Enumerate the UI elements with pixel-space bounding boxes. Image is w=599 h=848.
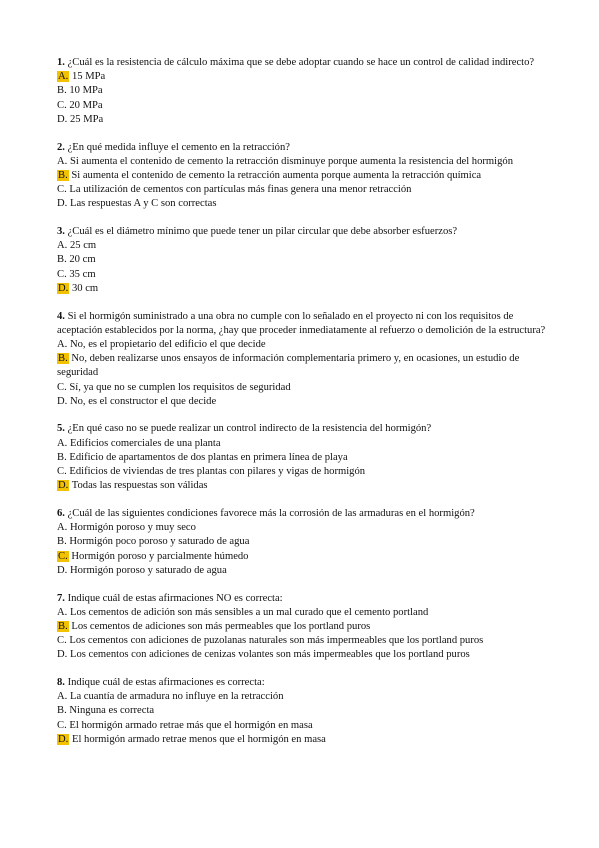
answer-option bbox=[57, 564, 557, 578]
question-statement: Indique cuál de estas afirmaciones es correcta: bbox=[67, 677, 265, 689]
option-letter: B. bbox=[57, 536, 67, 548]
question-number: 4. bbox=[57, 310, 65, 322]
option-text: Hormigón poroso y parcialmente húmedo bbox=[71, 550, 249, 562]
question-6 bbox=[57, 507, 557, 578]
question-statement: ¿En qué medida influye el cemento en la retracción? bbox=[67, 141, 290, 153]
option-text: Las respuestas A y C son correctas bbox=[69, 198, 217, 210]
option-text: Si aumenta el contenido de cemento la retracción disminuye porque aumenta la resistencia del hormigón bbox=[69, 155, 513, 167]
question-statement: ¿En qué caso no se puede realizar un control indirecto de la resistencia del hormigón? bbox=[67, 423, 432, 435]
option-letter: C. bbox=[57, 635, 67, 647]
question-3 bbox=[57, 225, 557, 296]
question-text bbox=[57, 507, 557, 521]
option-letter: B. bbox=[57, 85, 67, 97]
option-letter: A. bbox=[57, 522, 68, 534]
answer-option bbox=[57, 465, 557, 479]
question-number: 1. bbox=[57, 57, 65, 68]
option-text: Edificios comerciales de una planta bbox=[69, 437, 221, 449]
answer-option bbox=[57, 704, 557, 718]
question-number: 2. bbox=[57, 141, 65, 153]
option-text: Los cementos de adición son más sensibles a un mal curado que el cemento portland bbox=[69, 606, 429, 618]
highlighted-option-letter: B. bbox=[58, 620, 68, 632]
question-statement: ¿Cuál es el diámetro mínimo que puede tener un pilar circular que debe absorber esfuerzos? bbox=[67, 226, 458, 238]
answer-option bbox=[57, 381, 557, 395]
highlighted-option-letter: D. bbox=[58, 480, 69, 492]
question-statement: ¿Cuál es la resistencia de cálculo máxima que se debe adoptar cuando se hace un control de calidad indirecto? bbox=[67, 57, 535, 68]
question-text bbox=[57, 225, 557, 239]
option-letter: B. bbox=[57, 451, 67, 463]
highlighted-option-letter: B. bbox=[58, 353, 68, 365]
question-text bbox=[57, 141, 557, 155]
question-number: 7. bbox=[57, 592, 65, 604]
answer-option bbox=[57, 733, 557, 747]
question-number: 6. bbox=[57, 507, 65, 519]
answer-option bbox=[57, 451, 557, 465]
option-letter: D. bbox=[57, 649, 68, 661]
option-letter: D. bbox=[57, 564, 68, 576]
option-text: Hormigón poco poroso y saturado de agua bbox=[69, 536, 250, 548]
option-text: 15 MPa bbox=[71, 71, 106, 83]
option-letter: A. bbox=[57, 240, 68, 252]
option-text: 25 cm bbox=[69, 240, 97, 252]
option-text: 25 MPa bbox=[69, 113, 104, 125]
option-letter: A. bbox=[57, 691, 68, 703]
option-letter: C. bbox=[57, 184, 67, 196]
option-letter: B. bbox=[57, 254, 67, 266]
answer-option bbox=[57, 606, 557, 620]
option-text: 20 MPa bbox=[69, 99, 103, 111]
answer-option bbox=[57, 113, 557, 127]
question-text bbox=[57, 676, 557, 690]
highlighted-option-letter: D. bbox=[58, 282, 69, 294]
answer-option bbox=[57, 395, 557, 409]
option-letter: A. bbox=[57, 155, 68, 167]
question-text bbox=[57, 422, 557, 436]
option-letter: C. bbox=[57, 719, 67, 731]
question-text bbox=[57, 56, 557, 70]
answer-option bbox=[57, 719, 557, 733]
option-letter: A. bbox=[57, 338, 68, 350]
option-letter: C. bbox=[57, 466, 67, 478]
answer-option bbox=[57, 550, 557, 564]
option-text: 35 cm bbox=[69, 268, 96, 280]
question-number: 8. bbox=[57, 677, 65, 689]
answer-option bbox=[57, 352, 557, 380]
answer-option bbox=[57, 70, 557, 84]
option-text: Edificios de viviendas de tres plantas con pilares y vigas de hormigón bbox=[69, 466, 366, 478]
option-letter: D. bbox=[57, 113, 68, 125]
option-letter: C. bbox=[57, 268, 67, 280]
option-text: Los cementos con adiciones de cenizas volantes son más impermeables que los portland puros bbox=[69, 649, 470, 661]
answer-option bbox=[57, 99, 557, 113]
option-letter: A. bbox=[57, 437, 68, 449]
question-2 bbox=[57, 141, 557, 212]
answer-option bbox=[57, 239, 557, 253]
question-text bbox=[57, 310, 557, 338]
option-text: No, es el propietario del edificio el que decide bbox=[69, 338, 266, 350]
question-1 bbox=[57, 56, 557, 127]
answer-option bbox=[57, 648, 557, 662]
answer-option bbox=[57, 253, 557, 267]
option-letter: B. bbox=[57, 705, 67, 717]
answer-option bbox=[57, 183, 557, 197]
highlighted-option-letter: B. bbox=[58, 169, 68, 181]
answer-option bbox=[57, 437, 557, 451]
answer-option bbox=[57, 197, 557, 211]
answer-option bbox=[57, 282, 557, 296]
answer-option bbox=[57, 690, 557, 704]
question-statement: Si el hormigón suministrado a una obra no cumple con lo señalado en el proyecto ni con los requisitos de aceptación establecidos por la norma, ¿hay que proceder inmediatamente al refuerzo o demolición de la estructura? bbox=[57, 310, 546, 336]
question-number: 3. bbox=[57, 226, 65, 238]
option-text: 20 cm bbox=[69, 254, 96, 266]
answer-option bbox=[57, 155, 557, 169]
option-text: Ninguna es correcta bbox=[69, 705, 155, 717]
option-text: Si aumenta el contenido de cemento la retracción aumenta porque aumenta la retracción química bbox=[71, 169, 482, 181]
option-letter: C. bbox=[57, 381, 67, 393]
answer-option bbox=[57, 535, 557, 549]
option-text: El hormigón armado retrae menos que el hormigón en masa bbox=[71, 733, 326, 745]
exam-page bbox=[57, 56, 557, 761]
option-letter: D. bbox=[57, 198, 68, 210]
question-statement: ¿Cuál de las siguientes condiciones favorece más la corrosión de las armaduras en el hormigón? bbox=[67, 507, 475, 519]
answer-option bbox=[57, 521, 557, 535]
answer-option bbox=[57, 479, 557, 493]
answer-option bbox=[57, 338, 557, 352]
answer-option bbox=[57, 84, 557, 98]
option-text: 10 MPa bbox=[69, 85, 103, 97]
option-letter: D. bbox=[57, 395, 68, 407]
option-letter: C. bbox=[57, 99, 67, 111]
answer-option bbox=[57, 634, 557, 648]
question-7 bbox=[57, 592, 557, 663]
option-text: No, deben realizarse unos ensayos de información complementaria primero y, en ocasiones, un estudio de seguridad bbox=[57, 353, 520, 379]
highlighted-option-letter: D. bbox=[58, 733, 69, 745]
question-number: 5. bbox=[57, 423, 65, 435]
option-text: Los cementos de adiciones son más permeables que los portland puros bbox=[71, 620, 371, 632]
answer-option bbox=[57, 268, 557, 282]
option-text: La cuantía de armadura no influye en la retracción bbox=[69, 691, 284, 703]
answer-option bbox=[57, 620, 557, 634]
option-text: 30 cm bbox=[71, 282, 99, 294]
option-text: No, es el constructor el que decide bbox=[69, 395, 217, 407]
option-text: Sí, ya que no se cumplen los requisitos de seguridad bbox=[69, 381, 291, 393]
option-text: El hormigón armado retrae más que el hormigón en masa bbox=[69, 719, 313, 731]
option-text: Edificio de apartamentos de dos plantas en primera línea de playa bbox=[69, 451, 348, 463]
question-8 bbox=[57, 676, 557, 747]
option-text: Los cementos con adiciones de puzolanas naturales son más impermeables que los portland puros bbox=[69, 635, 484, 647]
highlighted-option-letter: A. bbox=[58, 71, 69, 83]
answer-option bbox=[57, 169, 557, 183]
question-statement: Indique cuál de estas afirmaciones NO es correcta: bbox=[67, 592, 283, 604]
option-text: Todas las respuestas son válidas bbox=[71, 480, 208, 492]
highlighted-option-letter: C. bbox=[58, 550, 68, 562]
option-letter: A. bbox=[57, 606, 68, 618]
option-text: Hormigón poroso y saturado de agua bbox=[69, 564, 227, 576]
question-4 bbox=[57, 310, 557, 409]
question-5 bbox=[57, 422, 557, 493]
question-text bbox=[57, 592, 557, 606]
option-text: Hormigón poroso y muy seco bbox=[69, 522, 196, 534]
option-text: La utilización de cementos con partículas más finas genera una menor retracción bbox=[69, 184, 412, 196]
